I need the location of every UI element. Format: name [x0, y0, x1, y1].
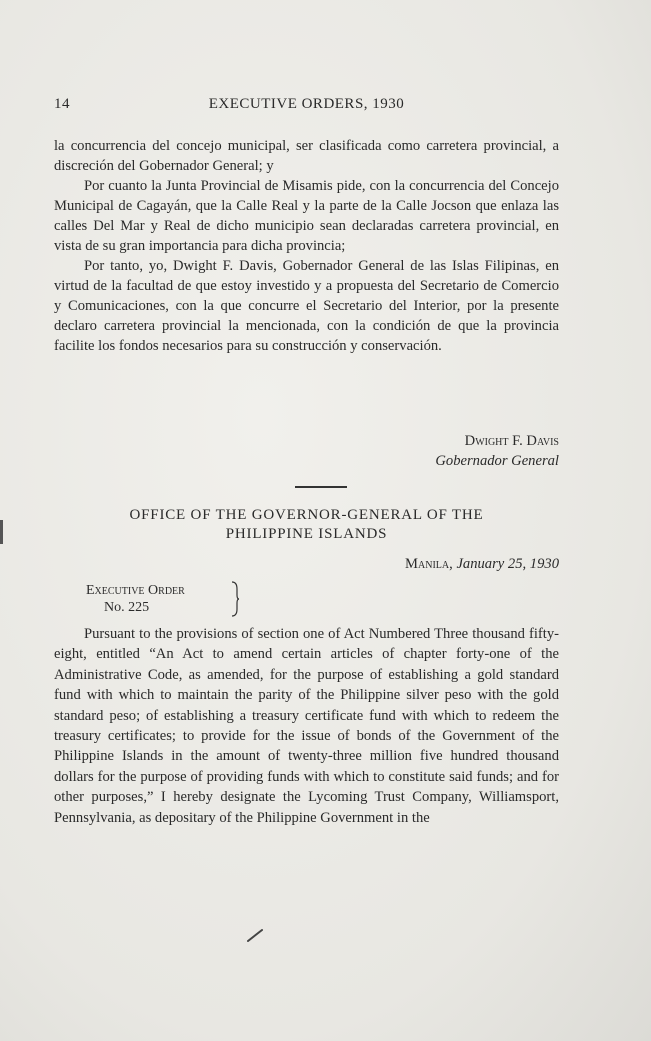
- office-heading: [54, 506, 559, 544]
- paragraph-therefore: Por tanto, yo, Dwight F. Davis, Gobernador General de las Islas Filipinas, en virtud de la facultad de que estoy investido y a propuesta del Secretario de Comercio y Comunicaciones, con la que concurre el Secretario del Interior, por la presente declaro carretera provincial la mencionada, con la condición de que la provincia facilite los fondos necesarios para su construcción y conservación.: [54, 258, 559, 354]
- executive-order-number: No. 225: [104, 600, 150, 615]
- running-title: EXECUTIVE ORDERS, 1930: [208, 96, 405, 112]
- paragraph-continuation: la concurrencia del concejo municipal, ser clasificada como carretera provincial, a discreción del Gobernador General; y: [54, 138, 559, 174]
- office-heading-line-2: PHILIPPINE ISLANDS: [225, 526, 388, 542]
- paragraph-pursuant: Pursuant to the provisions of section one of Act Numbered Three thousand fifty-eight, entitled “An Act to amend certain articles of chapter forty-one of the Administrative Code, as amended, for the purpose of establishing a gold standard fund with which to maintain the parity of the Philippine silver peso with the gold standard peso; of establishing a treasury certificate fund with which to redeem the treasury certificates; to provide for the issue of bonds of the Government of the Philippine Islands in the amount of twenty-three million five hundred thousand dollars for the purpose of providing funds with which to constitute said funds; and for other purposes,” I hereby designate the Lycoming Trust Company, Williamsport, Pennsylvania, as depositary of the Philippine Government in the: [54, 626, 559, 826]
- english-text: [54, 624, 559, 828]
- page-number: 14: [54, 96, 70, 112]
- page-header: [54, 96, 559, 118]
- pencil-mark-icon: [247, 928, 263, 942]
- paragraph-whereas: Por cuanto la Junta Provincial de Misamis pide, con la concurrencia del Concejo Municipal de Cagayán, que la Calle Real y la parte de la Calle Jocson que enlaza las calles Del Mar y Real de dicho municipio sean declaradas carretera provincial, en vista de su gran importancia para dicha provincia;: [54, 178, 559, 254]
- executive-order-label: Executive Order: [86, 583, 185, 598]
- dateline-date: January 25, 1930: [456, 556, 559, 572]
- edge-mark: [0, 520, 3, 544]
- office-heading-line-1: OFFICE OF THE GOVERNOR-GENERAL OF THE: [129, 507, 484, 523]
- section-divider: [295, 486, 347, 488]
- signature-name: Dwight F. Davis: [464, 433, 559, 449]
- dateline: [405, 556, 559, 573]
- signature-title: Gobernador General: [435, 453, 559, 469]
- spanish-text: [54, 136, 559, 356]
- dateline-place: Manila,: [405, 556, 453, 572]
- brace-icon: [230, 581, 240, 617]
